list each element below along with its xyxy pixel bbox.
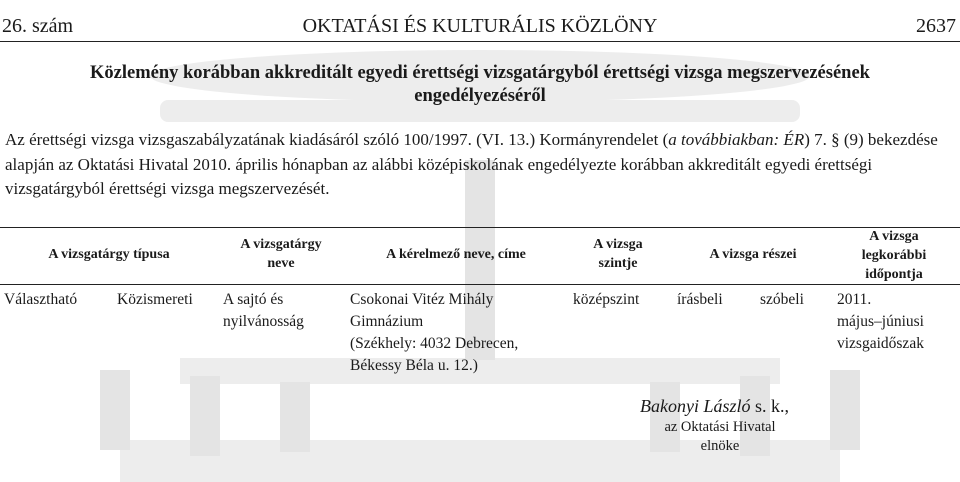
intro-paragraph: [5, 128, 960, 202]
column-header-line: A vizsgatárgy: [240, 237, 322, 252]
column-header-line: időpontja: [865, 267, 923, 282]
signatory-suffix: s. k.,: [750, 396, 790, 416]
cell-line: vizsgaidőszak: [837, 335, 924, 352]
column-header-applicant: A kérelmező neve, címe: [386, 247, 526, 262]
column-header-line: neve: [267, 256, 295, 271]
cell-exam-level: középszint: [573, 291, 640, 308]
cell-line: (Székhely: 4032 Debrecen,: [350, 335, 519, 352]
column-header-name: [216, 235, 346, 273]
cell-earliest-date: [837, 289, 924, 355]
journal-title: OKTATÁSI ÉS KULTURÁLIS KÖZLÖNY: [302, 15, 658, 37]
column-header-parts: A vizsga részei: [709, 247, 797, 262]
notice-title-line: Közlemény korábban akkreditált egyedi érettségi vizsgatárgyból érettségi vizsga megszervezésének: [90, 63, 870, 83]
intro-text: Az érettségi vizsga vizsgaszabályzatának kiadásáról szóló 100/1997. (VI. 13.) Kormányrendelet (: [5, 130, 669, 149]
cell-line: május–júniusi: [837, 313, 924, 330]
cell-applicant: [350, 289, 518, 377]
column-header-type: A vizsgatárgy típusa: [48, 247, 170, 262]
notice-title: [20, 62, 940, 108]
cell-type-elective: Választható: [4, 291, 78, 308]
column-header-date: [830, 227, 958, 284]
signatory-role: elnöke: [700, 438, 740, 454]
cell-line: nyilvánosság: [223, 313, 304, 330]
cell-line: A sajtó és: [223, 291, 284, 308]
notice-title-line: engedélyezéséről: [414, 86, 546, 106]
intro-text: ) 7. § (9) bekezdése alapján az Oktatási Hivatal 2010. április hónapban az alábbi középiskolának engedélyezte korábban akkreditált egyedi érettségi vizsgatárgyból érettségi vizsga megszervezését.: [5, 130, 938, 198]
cell-line: Gimnázium: [350, 313, 424, 330]
page-number: 2637: [916, 15, 956, 37]
table-header-rule: [0, 284, 960, 285]
column-header-line: szintje: [598, 256, 638, 271]
cell-subject-name: [223, 289, 304, 333]
signatory-role: az Oktatási Hivatal: [664, 419, 776, 435]
intro-italic-text: a továbbiakban: ÉR: [668, 130, 805, 149]
column-header-line: A vizsga: [869, 229, 919, 244]
issue-number: 26. szám: [2, 15, 74, 37]
signatory-name: Bakonyi László: [640, 396, 751, 416]
column-header-level: [560, 235, 676, 273]
table-top-rule: [0, 227, 960, 228]
cell-line: Békessy Béla u. 12.): [350, 357, 478, 374]
header-rule: [0, 41, 960, 42]
cell-part-written: írásbeli: [677, 291, 723, 308]
column-header-line: A vizsga: [593, 237, 643, 252]
cell-type-general: Közismereti: [117, 291, 193, 308]
cell-part-oral: szóbeli: [760, 291, 804, 308]
column-header-line: legkorábbi: [861, 248, 927, 263]
cell-line: Csokonai Vitéz Mihály: [350, 291, 494, 308]
cell-line: 2011.: [837, 291, 872, 308]
signatory: [640, 394, 789, 418]
